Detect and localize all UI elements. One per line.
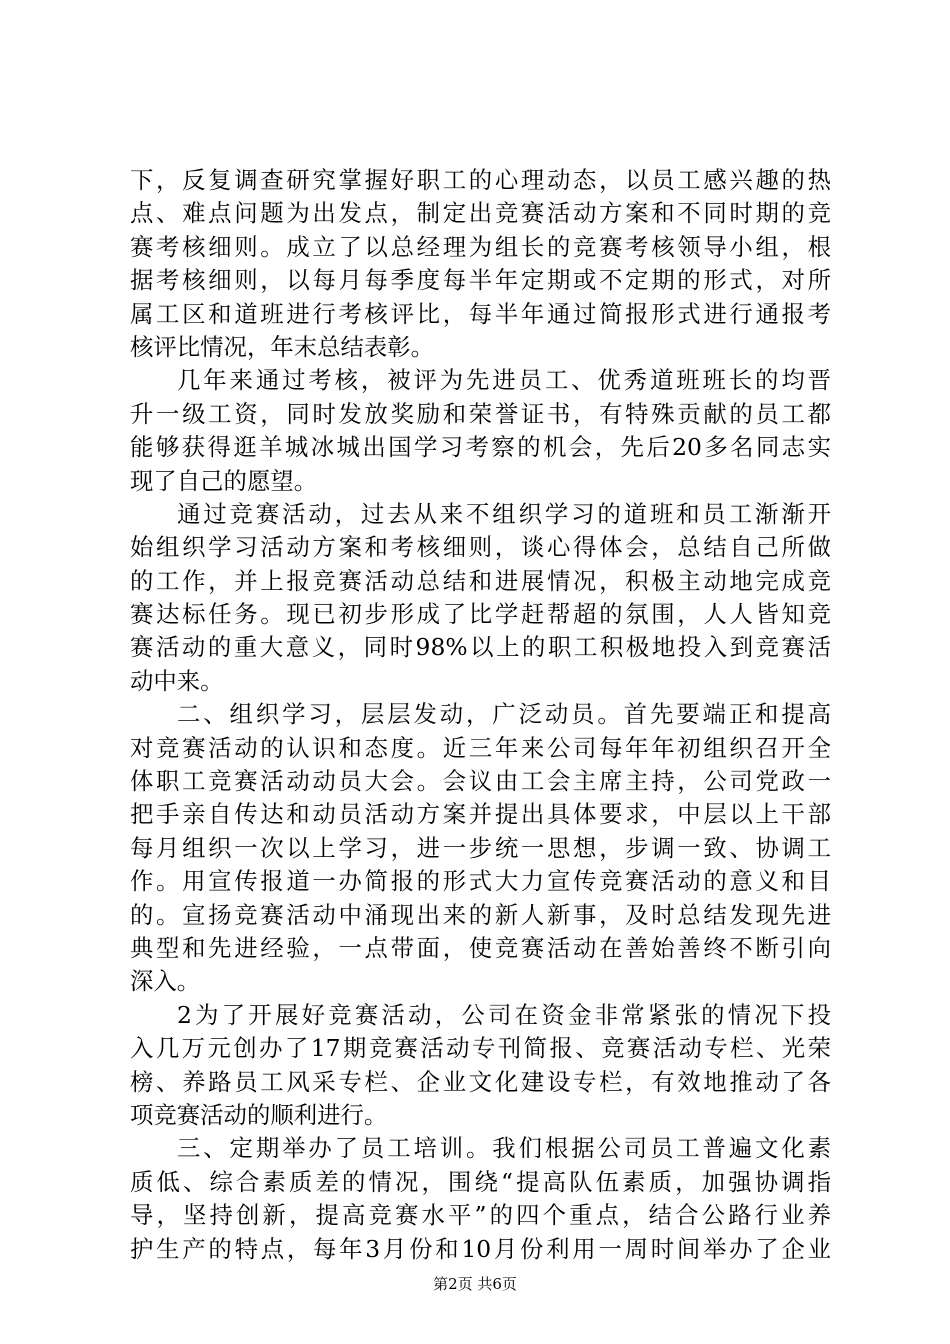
paragraph-2	[130, 364, 831, 498]
text-line: 榜、养路员工风采专栏、企业文化建设专栏，有效地推动了各	[130, 1067, 831, 1096]
text-line: 项竞赛活动的顺利进行。	[130, 1100, 388, 1129]
text-line: 2为了开展好竞赛活动，公司在资金非常紧张的情况下投	[177, 1000, 831, 1029]
text-line: 深入。	[130, 967, 201, 996]
text-line: 对竞赛活动的认识和态度。近三年来公司每年年初组织召开全	[130, 733, 831, 762]
text-line: 典型和先进经验，一点带面，使竞赛活动在善始善终不断引向	[130, 933, 831, 962]
text-line: 升一级工资，同时发放奖励和荣誉证书，有特殊贡献的员工都	[130, 399, 831, 428]
text-line: 几年来通过考核，被评为先进员工、优秀道班班长的均晋	[177, 366, 831, 395]
text-line: 二、组织学习，层层发动，广泛动员。首先要端正和提高	[177, 700, 831, 729]
text-line: 核评比情况，年末总结表彰。	[130, 332, 435, 361]
text-line: 护生产的特点，每年3月份和10月份利用一周时间举办了企业	[130, 1234, 831, 1263]
text-line: 作。用宣传报道一办简报的形式大力宣传竞赛活动的意义和目	[130, 867, 831, 896]
text-line: 据考核细则，以每月每季度每半年定期或不定期的形式，对所	[130, 266, 831, 295]
body-text	[130, 164, 831, 1266]
paragraph-6	[130, 1132, 831, 1266]
text-line: 三、定期举办了员工培训。我们根据公司员工普遍文化素	[177, 1134, 831, 1163]
text-line: 赛达标任务。现已初步形成了比学赶帮超的氛围，人人皆知竞	[130, 600, 831, 629]
text-line: 把手亲自传达和动员活动方案并提出具体要求，中层以上干部	[130, 800, 831, 829]
text-line: 赛活动的重大意义，同时98%以上的职工积极地投入到竞赛活	[130, 633, 831, 662]
paragraph-1	[130, 164, 831, 364]
text-line: 下，反复调查研究掌握好职工的心理动态，以员工感兴趣的热	[130, 166, 831, 194]
text-line: 属工区和道班进行考核评比，每半年通过简报形式进行通报考	[130, 299, 831, 328]
paragraph-4	[130, 698, 831, 999]
text-line: 点、难点问题为出发点，制定出竞赛活动方案和不同时期的竞	[130, 199, 831, 228]
text-line: 现了自己的愿望。	[130, 466, 318, 495]
paragraph-3	[130, 498, 831, 698]
text-line: 的工作，并上报竞赛活动总结和进展情况，积极主动地完成竞	[130, 566, 831, 595]
text-line: 质低、综合素质差的情况，围绕“提高队伍素质，加强协调指	[130, 1167, 831, 1196]
paragraph-5	[130, 999, 831, 1133]
text-line: 导，坚持创新，提高竞赛水平”的四个重点，结合公路行业养	[130, 1201, 831, 1230]
text-line: 的。宣扬竞赛活动中涌现出来的新人新事，及时总结发现先进	[130, 900, 831, 929]
text-line: 入几万元创办了17期竞赛活动专刊简报、竞赛活动专栏、光荣	[130, 1034, 831, 1063]
text-line: 赛考核细则。成立了以总经理为组长的竞赛考核领导小组，根	[130, 232, 831, 261]
page-footer: 第2页 共6页	[433, 1275, 517, 1293]
text-line: 始组织学习活动方案和考核细则，谈心得体会，总结自己所做	[130, 533, 831, 562]
text-line: 能够获得逛羊城冰城出国学习考察的机会，先后20多名同志实	[130, 433, 831, 462]
text-line: 通过竞赛活动，过去从来不组织学习的道班和员工渐渐开	[177, 499, 831, 528]
text-line: 每月组织一次以上学习，进一步统一思想，步调一致、协调工	[130, 833, 831, 862]
text-line: 体职工竞赛活动动员大会。会议由工会主席主持，公司党政一	[130, 767, 831, 796]
text-line: 动中来。	[130, 666, 224, 695]
